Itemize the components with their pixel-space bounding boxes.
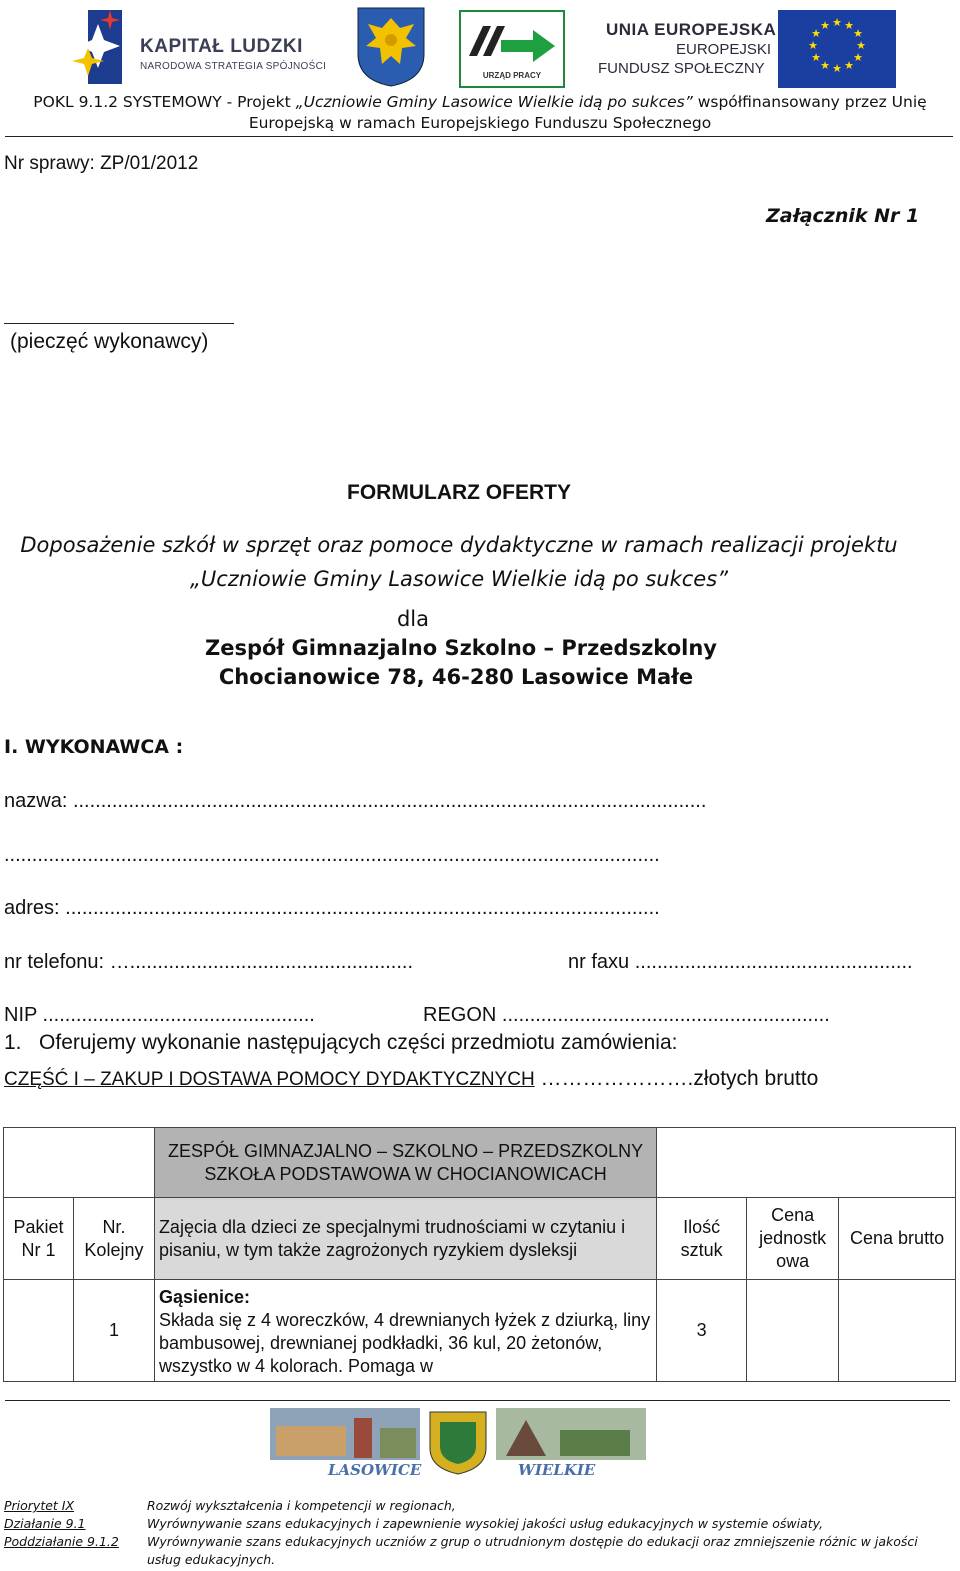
header-divider: [5, 136, 953, 137]
kapital-ludzki-title: KAPITAŁ LUDZKI: [140, 36, 303, 57]
footer-priority-list: [4, 1497, 119, 1551]
urzad-pracy-logo: [459, 10, 565, 88]
form-subtitle-2: „Uczniowie Gminy Lasowice Wielkie idą po sukces”: [189, 567, 729, 591]
section-contractor: I. WYKONAWCA :: [4, 736, 184, 758]
opole-coat-of-arms-icon: [356, 6, 426, 88]
name-field[interactable]: [4, 790, 944, 813]
address-dots[interactable]: ...........................................................................................................: [65, 897, 660, 919]
row-description: [154, 1280, 656, 1382]
case-number: Nr sprawy: ZP/01/2012: [4, 153, 199, 174]
organization-name: Zespół Gimnazjalno Szkolno – Przedszkolny: [205, 636, 717, 660]
blank-cell: [73, 1128, 154, 1198]
regon-label: REGON: [423, 1004, 497, 1026]
footer-divider: [5, 1400, 950, 1401]
name-field-line2[interactable]: [4, 844, 948, 867]
offer-part-dots[interactable]: ………………….: [534, 1067, 694, 1090]
table-school-row: [4, 1128, 956, 1198]
name-label: nazwa:: [4, 790, 68, 812]
kapital-ludzki-logo: [70, 6, 335, 86]
address-label: adres:: [4, 897, 60, 919]
project-prefix: POKL 9.1.2 SYSTEMOWY - Projekt: [33, 93, 296, 111]
svg-text:★: ★: [856, 39, 866, 52]
table-row: [4, 1280, 956, 1382]
item-text: Składa się z 4 woreczków, 4 drewnianych łyżek z dziurką, liny bambusowej, drewnianej podkładki, 36 kul, 20 żetonów, wszystko w 4 kolorach. Pomaga w: [158, 1310, 651, 1376]
footer-action: Działanie 9.1: [4, 1516, 86, 1531]
offer-part-suffix: złotych brutto: [693, 1067, 819, 1090]
kapital-ludzki-star-icon: [70, 6, 130, 86]
fax-dots[interactable]: ..................................................: [634, 951, 913, 973]
attachment-label: Załącznik Nr 1: [766, 205, 920, 227]
school-header: ZESPÓŁ GIMNAZJALNO – SZKOLNO – PRZEDSZKOLNY SZKOŁA PODSTAWOWA W CHOCIANOWICACH: [154, 1128, 656, 1198]
nip-field[interactable]: [4, 1004, 419, 1027]
offer-statement: [4, 1031, 678, 1055]
organization-address: Chocianowice 78, 46-280 Lasowice Małe: [218, 665, 694, 689]
svg-text:★: ★: [808, 39, 818, 52]
kapital-ludzki-subtitle: NARODOWA STRATEGIA SPÓJNOŚCI: [140, 61, 327, 72]
blank-cell: [657, 1128, 956, 1198]
name-dots[interactable]: ..................................................................................................................: [72, 790, 707, 812]
banner-text-left: LASOWICE: [328, 1461, 422, 1479]
col-number: Nr. Kolejny: [73, 1198, 154, 1280]
row-package: [4, 1280, 74, 1382]
footer-descriptions: [147, 1497, 952, 1569]
project-name: „Uczniowie Gminy Lasowice Wielkie idą po sukces”: [295, 93, 693, 111]
svg-text:★: ★: [811, 51, 821, 64]
footer-desc-2: Wyrównywanie szans edukacyjnych i zapewnienie wysokiej jakości usług edukacyjnych w systemie oświaty,: [147, 1516, 824, 1531]
svg-text:★: ★: [832, 16, 842, 29]
urzad-pracy-arrow-icon: [461, 16, 563, 74]
regon-field[interactable]: [423, 1004, 959, 1027]
project-line2: Europejską w ramach Europejskiego Funduszu Społecznego: [248, 114, 712, 132]
eu-line1: UNIA EUROPEJSKA: [606, 20, 777, 39]
stamp-label: (pieczęć wykonawcy): [10, 330, 209, 353]
lasowice-wielkie-banner: [270, 1408, 646, 1480]
fax-label: nr faxu: [568, 951, 630, 973]
stamp-line: [4, 323, 234, 324]
offer-text: Oferujemy wykonanie następujących części przedmiotu zamówienia:: [39, 1031, 678, 1054]
svg-text:★: ★: [820, 19, 830, 32]
nip-label: NIP: [4, 1004, 37, 1026]
col-description: Zajęcia dla dzieci ze specjalnymi trudnościami w czytaniu i pisaniu, w tym także zagrożonych ryzykiem dysleksji: [154, 1198, 656, 1280]
address-field[interactable]: [4, 897, 948, 920]
project-info: [0, 92, 960, 134]
col-unit-price: Cena jednostk owa: [747, 1198, 839, 1280]
project-suffix: współfinansowany przez Unię: [692, 93, 927, 111]
package-table: [3, 1127, 956, 1382]
form-subtitle-1: Doposażenie szkół w sprzęt oraz pomoce dydaktyczne w ramach realizacji projektu: [20, 533, 898, 557]
offer-number: 1.: [4, 1031, 22, 1054]
phone-dots[interactable]: …...................................................: [109, 951, 414, 973]
row-number: 1: [73, 1280, 154, 1382]
col-gross-price: Cena brutto: [839, 1198, 956, 1280]
banner-text-right: WIELKIE: [518, 1461, 596, 1479]
form-for: dla: [396, 607, 430, 631]
name-dots-2[interactable]: ......................................................................................................................: [4, 844, 660, 866]
svg-text:★: ★: [844, 59, 854, 72]
eu-social-fund-logo: [596, 10, 896, 88]
svg-text:★: ★: [832, 62, 842, 75]
table-header-row: [4, 1198, 956, 1280]
row-unit-price[interactable]: [747, 1280, 839, 1382]
blank-cell: [4, 1128, 74, 1198]
svg-text:★: ★: [811, 27, 821, 40]
phone-field[interactable]: [4, 951, 549, 974]
item-title: Gąsienice:: [158, 1287, 250, 1307]
svg-text:★: ★: [820, 59, 830, 72]
eu-line2: EUROPEJSKI: [676, 41, 772, 58]
phone-label: nr telefonu:: [4, 951, 105, 973]
footer-desc-3: Wyrównywanie szans edukacyjnych uczniów z grup o utrudnionym dostępie do edukacji oraz zmniejszenie różnic w jakości usług edukacyjnych.: [147, 1534, 918, 1567]
footer-desc-1: Rozwój wykształcenia i kompetencji w regionach,: [147, 1498, 456, 1513]
col-quantity: Ilość sztuk: [657, 1198, 747, 1280]
nip-dots[interactable]: .................................................: [42, 1004, 315, 1026]
form-title: FORMULARZ OFERTY: [347, 481, 571, 504]
col-package: Pakiet Nr 1: [4, 1198, 74, 1280]
regon-dots[interactable]: ...........................................................: [501, 1004, 830, 1026]
svg-text:★: ★: [844, 19, 854, 32]
svg-text:★: ★: [853, 27, 863, 40]
row-quantity: 3: [657, 1280, 747, 1382]
eu-flag-icon: [778, 10, 896, 88]
offer-part-title: CZĘŚĆ I – ZAKUP I DOSTAWA POMOCY DYDAKTYCZNYCH: [4, 1069, 535, 1090]
fax-field[interactable]: [568, 951, 954, 974]
svg-text:★: ★: [853, 51, 863, 64]
row-gross-price[interactable]: [839, 1280, 956, 1382]
footer-subaction: Poddziałanie 9.1.2: [4, 1534, 119, 1549]
eu-line3: FUNDUSZ SPOŁECZNY: [598, 60, 765, 77]
urzad-pracy-caption: URZĄD PRACY: [482, 71, 542, 80]
offer-part: [4, 1067, 818, 1091]
footer-priority: Priorytet IX: [4, 1498, 75, 1513]
